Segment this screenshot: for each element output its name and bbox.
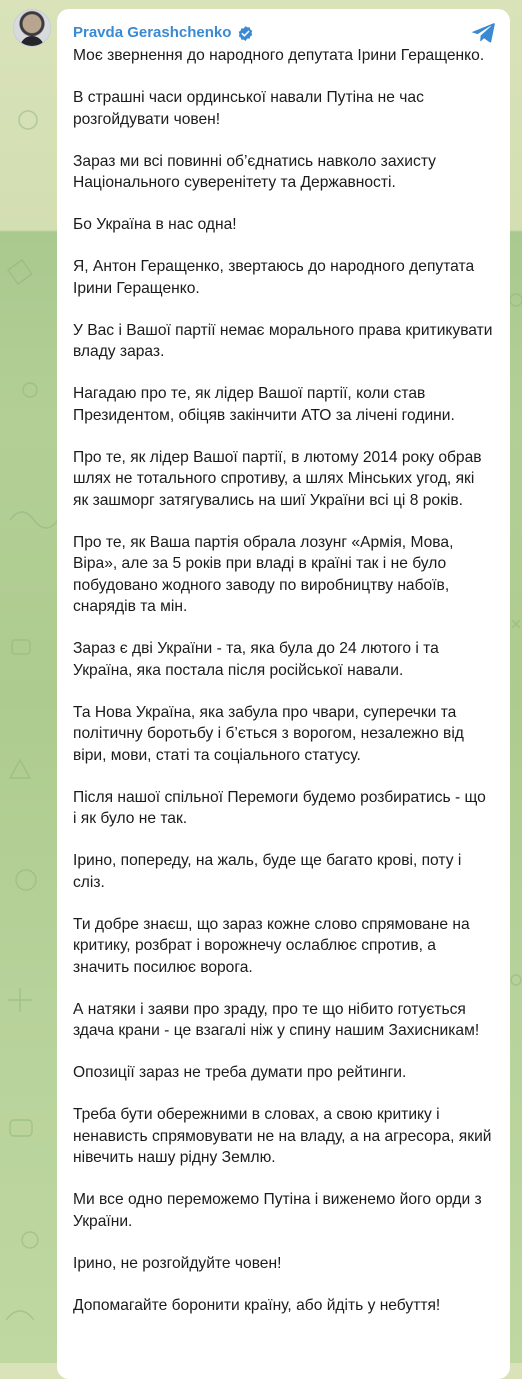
message-bubble [57, 9, 510, 1379]
message-paragraph: Бо Україна в нас одна! [73, 216, 237, 233]
message-text [73, 45, 493, 1337]
message-paragraph: А натяки і заяви про зраду, про те що нібито готується здача крани - це взагалі ніж у спину нашим Захисникам! [73, 1000, 480, 1039]
message-paragraph: Ірино, попереду, на жаль, буде ще багато крові, поту і сліз. [73, 852, 462, 891]
verified-badge-icon [237, 25, 254, 42]
message-paragraph: Ми все одно переможемо Путіна і виженемо його орди з України. [73, 1191, 482, 1230]
message-paragraph: Після нашої спільної Перемоги будемо розбиратись - що і як було не так. [73, 788, 486, 827]
channel-avatar[interactable] [13, 9, 51, 47]
message-paragraph: Опозиції зараз не треба думати про рейтинги. [73, 1064, 407, 1081]
message-paragraph: Зараз ми всі повинні об’єднатись навколо захисту Національного суверенітету та Державності. [73, 152, 436, 191]
message-paragraph: Ірино, не розгойдуйте човен! [73, 1254, 282, 1272]
message-paragraph: Допомагайте боронити країну, або йдіть у небуття! [73, 1296, 441, 1314]
message-paragraph: Нагадаю про те, як лідер Вашої партії, коли став Президентом, обіцяв закінчити АТО за лічені години. [73, 385, 455, 424]
message-paragraph: В страшні часи ординської навали Путіна не час розгойдувати човен! [73, 89, 424, 128]
message-paragraph: Треба бути обережними в словах, а свою критику і ненависть спрямовувати не на владу, а на агресора, який нівечить нашу рідну Землю. [73, 1106, 492, 1166]
message-paragraph: Зараз є дві України - та, яка була до 24 лютого і та Україна, яка постала після російської навали. [73, 640, 439, 679]
message-paragraph: У Вас і Вашої партії немає морального права критикувати владу зараз. [73, 321, 493, 360]
message-paragraph: Та Нова Україна, яка забула про чвари, суперечки та політичну боротьбу і б’ється з ворогом, незалежно від віри, мови, статі та соціального статусу. [73, 703, 464, 764]
message-paragraph: Ти добре знаєш, що зараз кожне слово спрямоване на критику, розбрат і ворожнечу ослаблює спротив, а значить посилює ворога. [73, 915, 470, 976]
message-paragraph: Про те, як лідер Вашої партії, в лютому 2014 року обрав шлях не тотального спротиву, а шлях Мінських угод, які як зашморг затягувались на шиї України всі ці 8 років. [73, 448, 482, 509]
message-paragraph: Моє звернення до народного депутата Ірини Геращенко. [73, 47, 485, 64]
telegram-icon[interactable] [470, 21, 496, 45]
channel-name[interactable]: Pravda Gerashchenko [73, 24, 232, 41]
message-paragraph: Я, Антон Геращенко, звертаюсь до народного депутата Ірини Геращенко. [73, 258, 475, 297]
message-header [73, 22, 254, 44]
message-paragraph: Про те, як Ваша партія обрала лозунг «Армія, Мова, Віра», але за 5 років при владі в країні так і не було побудовано жодного заводу по виробництву набоїв, снарядів та мін. [73, 533, 454, 615]
avatar-figure [20, 36, 44, 47]
